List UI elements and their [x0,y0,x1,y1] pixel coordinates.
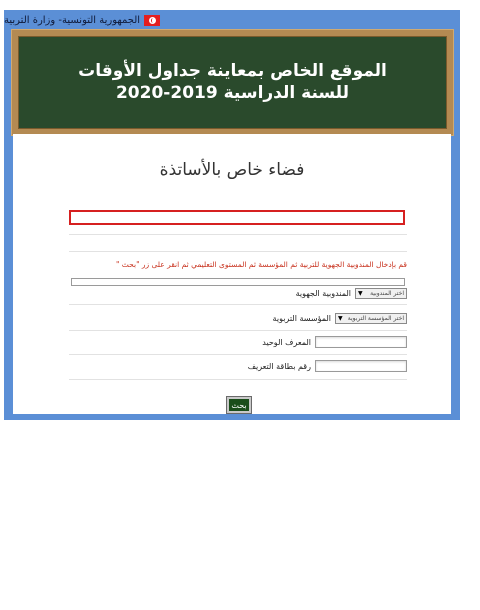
page-title: فضاء خاص بالأساتذة [159,160,305,180]
cin-row [248,360,407,372]
divider [69,354,407,355]
banner-year: للسنة الدراسية 2019-2020 [115,82,350,103]
level-input[interactable] [71,278,405,286]
search-button[interactable]: بحث [227,397,251,413]
regional-label: المندوبية الجهوية [295,289,351,298]
school-select-value: اختر المؤسسة التربوية [347,315,404,322]
id-label: المعرف الوحيد [262,337,311,347]
school-select[interactable] [335,313,407,324]
unique-id-input[interactable] [315,336,407,348]
tunisia-flag-icon [144,15,160,26]
divider [69,379,407,380]
dropdown-arrow-icon: ▼ [338,315,343,322]
instruction-text: قم بإدخال المندوبية الجهوية للتربية ثم المؤسسة ثم المستوى التعليمي ثم انقر على زر "بحث " [115,260,407,269]
divider [69,234,407,235]
page-frame [4,10,460,420]
divider [69,330,407,331]
divider [69,251,407,252]
teacher-space-panel [13,134,451,414]
id-row [262,336,407,348]
banner-title: الموقع الخاص بمعاينة جداول الأوقات [78,61,387,82]
ministry-name: الجمهورية التونسية- وزارة التربية [4,14,141,26]
error-message-box [69,210,405,225]
cin-label: رقم بطاقة التعريف [247,361,311,371]
regional-select-value: اختر المندوبية [370,290,404,297]
regional-select[interactable] [355,288,407,299]
school-label: المؤسسة التربوية [272,314,331,323]
school-row [273,313,407,324]
dropdown-arrow-icon: ▼ [358,290,363,297]
regional-row [296,288,407,299]
divider [69,304,407,305]
header-bar [4,10,460,30]
chalkboard-banner [12,30,453,135]
id-card-input[interactable] [315,360,407,372]
